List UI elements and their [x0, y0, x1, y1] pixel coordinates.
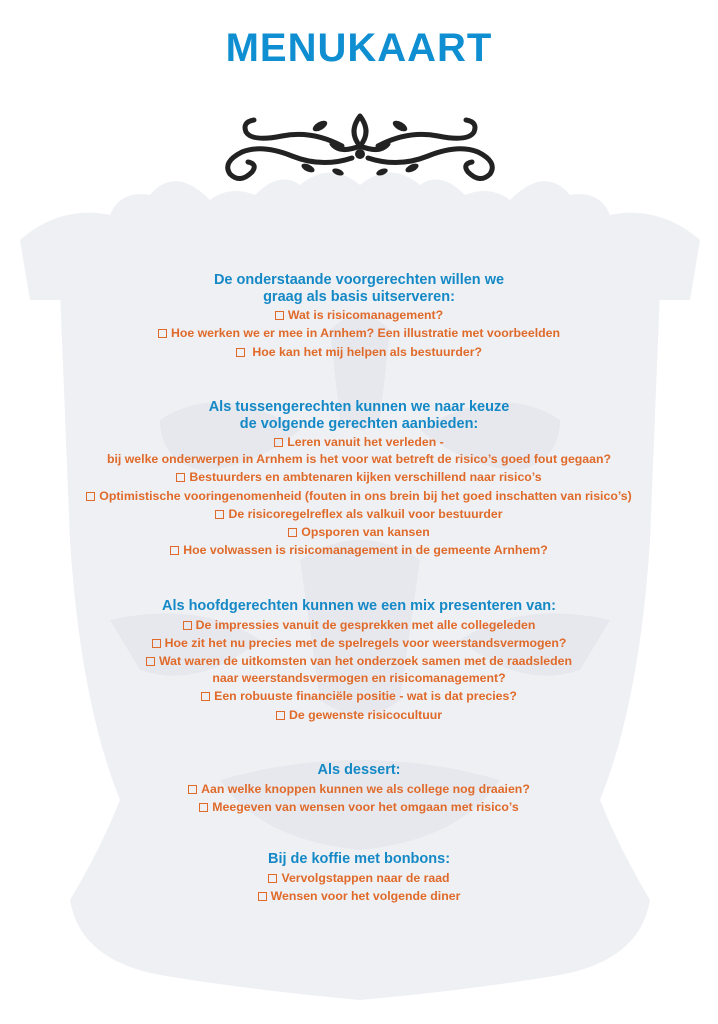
page-title: MENUKAART: [225, 26, 493, 70]
checkbox-icon: [170, 546, 179, 555]
menu-item: De risicoregelreflex als valkuil voor bestuurder: [0, 505, 718, 523]
checkbox-icon: [274, 438, 283, 447]
checkbox-icon: [199, 803, 208, 812]
menu-item: Opsporen van kansen: [0, 523, 718, 541]
section-voorgerechten: [0, 272, 718, 361]
menu-item: Meegeven van wensen voor het omgaan met risico’s: [0, 798, 718, 816]
menu-item-continuation: naar weerstandsvermogen en risicomanagement?: [212, 671, 506, 686]
checkbox-icon: [183, 621, 192, 630]
checkbox-icon: [86, 492, 95, 501]
menu-item: Hoe kan het mij helpen als bestuurder?: [0, 343, 718, 361]
checkbox-icon: [275, 311, 284, 320]
checkbox-icon: [236, 348, 245, 357]
menu-item: Een robuuste financiële positie - wat is dat precies?: [0, 687, 718, 705]
menu-item: Optimistische vooringenomenheid (fouten in ons brein bij het goed inschatten van risico’s): [0, 487, 718, 505]
section-dessert: [0, 762, 718, 816]
flourish-ornament-icon: [212, 106, 508, 186]
menu-item: Hoe werken we er mee in Arnhem? Een illustratie met voorbeelden: [0, 324, 718, 342]
menu-item: Hoe volwassen is risicomanagement in de gemeente Arnhem?: [0, 541, 718, 559]
menu-item-continuation: bij welke onderwerpen in Arnhem is het voor wat betreft de risico’s goed fout gegaan?: [106, 452, 612, 467]
menu-item: Leren vanuit het verleden -: [0, 433, 718, 451]
menu-item: Hoe zit het nu precies met de spelregels voor weerstandsvermogen?: [0, 634, 718, 652]
menu-item: Vervolgstappen naar de raad: [0, 869, 718, 887]
checkbox-icon: [268, 874, 277, 883]
menu-item: Wensen voor het volgende diner: [0, 887, 718, 905]
section-heading: Bij de koffie met bonbons:: [267, 851, 451, 867]
checkbox-icon: [276, 711, 285, 720]
checkbox-icon: [152, 639, 161, 648]
section-tussengerechten: [0, 399, 718, 560]
menu-item: Aan welke knoppen kunnen we als college nog draaien?: [0, 780, 718, 798]
menu-item: Wat waren de uitkomsten van het onderzoek samen met de raadsleden: [0, 652, 718, 670]
menu-item: De impressies vanuit de gesprekken met alle collegeleden: [0, 616, 718, 634]
menu-item: Bestuurders en ambtenaren kijken verschillend naar risico’s: [0, 468, 718, 486]
checkbox-icon: [215, 510, 224, 519]
section-heading: Als tussengerechten kunnen we naar keuze de volgende gerechten aanbieden:: [208, 399, 510, 432]
section-koffie: [0, 851, 718, 905]
checkbox-icon: [176, 473, 185, 482]
checkbox-icon: [288, 528, 297, 537]
checkbox-icon: [158, 329, 167, 338]
section-hoofdgerechten: [0, 598, 718, 724]
checkbox-icon: [201, 692, 210, 701]
menu-item: De gewenste risicocultuur: [0, 706, 718, 724]
checkbox-icon: [258, 892, 267, 901]
menu-item: Wat is risicomanagement?: [0, 306, 718, 324]
section-heading: De onderstaande voorgerechten willen we graag als basis uitserveren:: [213, 272, 505, 305]
section-heading: Als dessert:: [317, 762, 401, 778]
checkbox-icon: [146, 657, 155, 666]
checkbox-icon: [188, 785, 197, 794]
section-heading: Als hoofdgerechten kunnen we een mix presenteren van:: [161, 598, 556, 614]
